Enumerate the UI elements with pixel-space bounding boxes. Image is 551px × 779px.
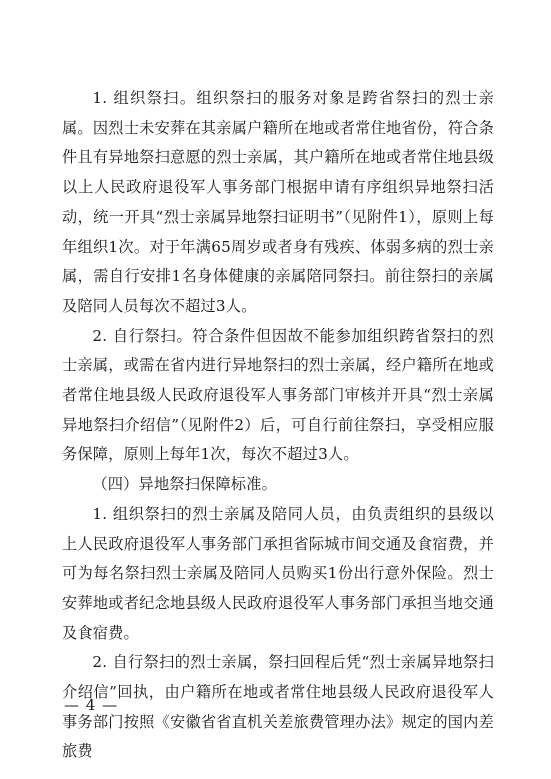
page-number: — 4 —	[64, 696, 119, 714]
section-heading-guarantee-standards: （四）异地祭扫保障标准。	[92, 475, 278, 494]
paragraph-self-visit: 2. 自行祭扫。符合条件但因故不能参加组织跨省祭扫的烈士亲属，或需在省内进行异地祭扫的烈士亲属，经户籍所在地或者常住地县级人民政府退役军人事务部门审核并开具“烈士亲属异地祭扫介绍信”（见附件2）后，可自行前往祭扫，享受相应服务保障，原则上每年1次，每次不超过3人。	[62, 326, 494, 464]
paragraph-organized-visit: 1. 组织祭扫。组织祭扫的服务对象是跨省祭扫的烈士亲属。因烈士未安葬在其亲属户籍所在地或者常住地省份，符合条件且有异地祭扫意愿的烈士亲属，其户籍所在地或者常住地县级以上人民政府退役军人事务部门根据申请有序组织异地祭扫活动，统一开具“烈士亲属异地祭扫证明书”（见附件1），原则上每年组织1次。对于年满65周岁或者身有残疾、体弱多病的烈士亲属，需自行安排1名身体健康的亲属陪同祭扫。前往祭扫的亲属及陪同人员每次不超过3人。	[62, 89, 494, 315]
paragraph-self-visit-costs: 2. 自行祭扫的烈士亲属，祭扫回程后凭“烈士亲属异地祭扫介绍信”回执，由户籍所在地或者常住地县级人民政府退役军人事务部门按照《安徽省省直机关差旅费管理办法》规定的国内差旅费	[62, 653, 494, 761]
paragraph-organized-visit-costs: 1. 组织祭扫的烈士亲属及陪同人员，由负责组织的县级以上人民政府退役军人事务部门承担省际城市间交通及食宿费，并可为每名祭扫烈士亲属及陪同人员购买1份出行意外保险。烈士安葬地或者纪念地县级人民政府退役军人事务部门承担当地交通及食宿费。	[62, 504, 494, 642]
document-body	[62, 84, 494, 767]
